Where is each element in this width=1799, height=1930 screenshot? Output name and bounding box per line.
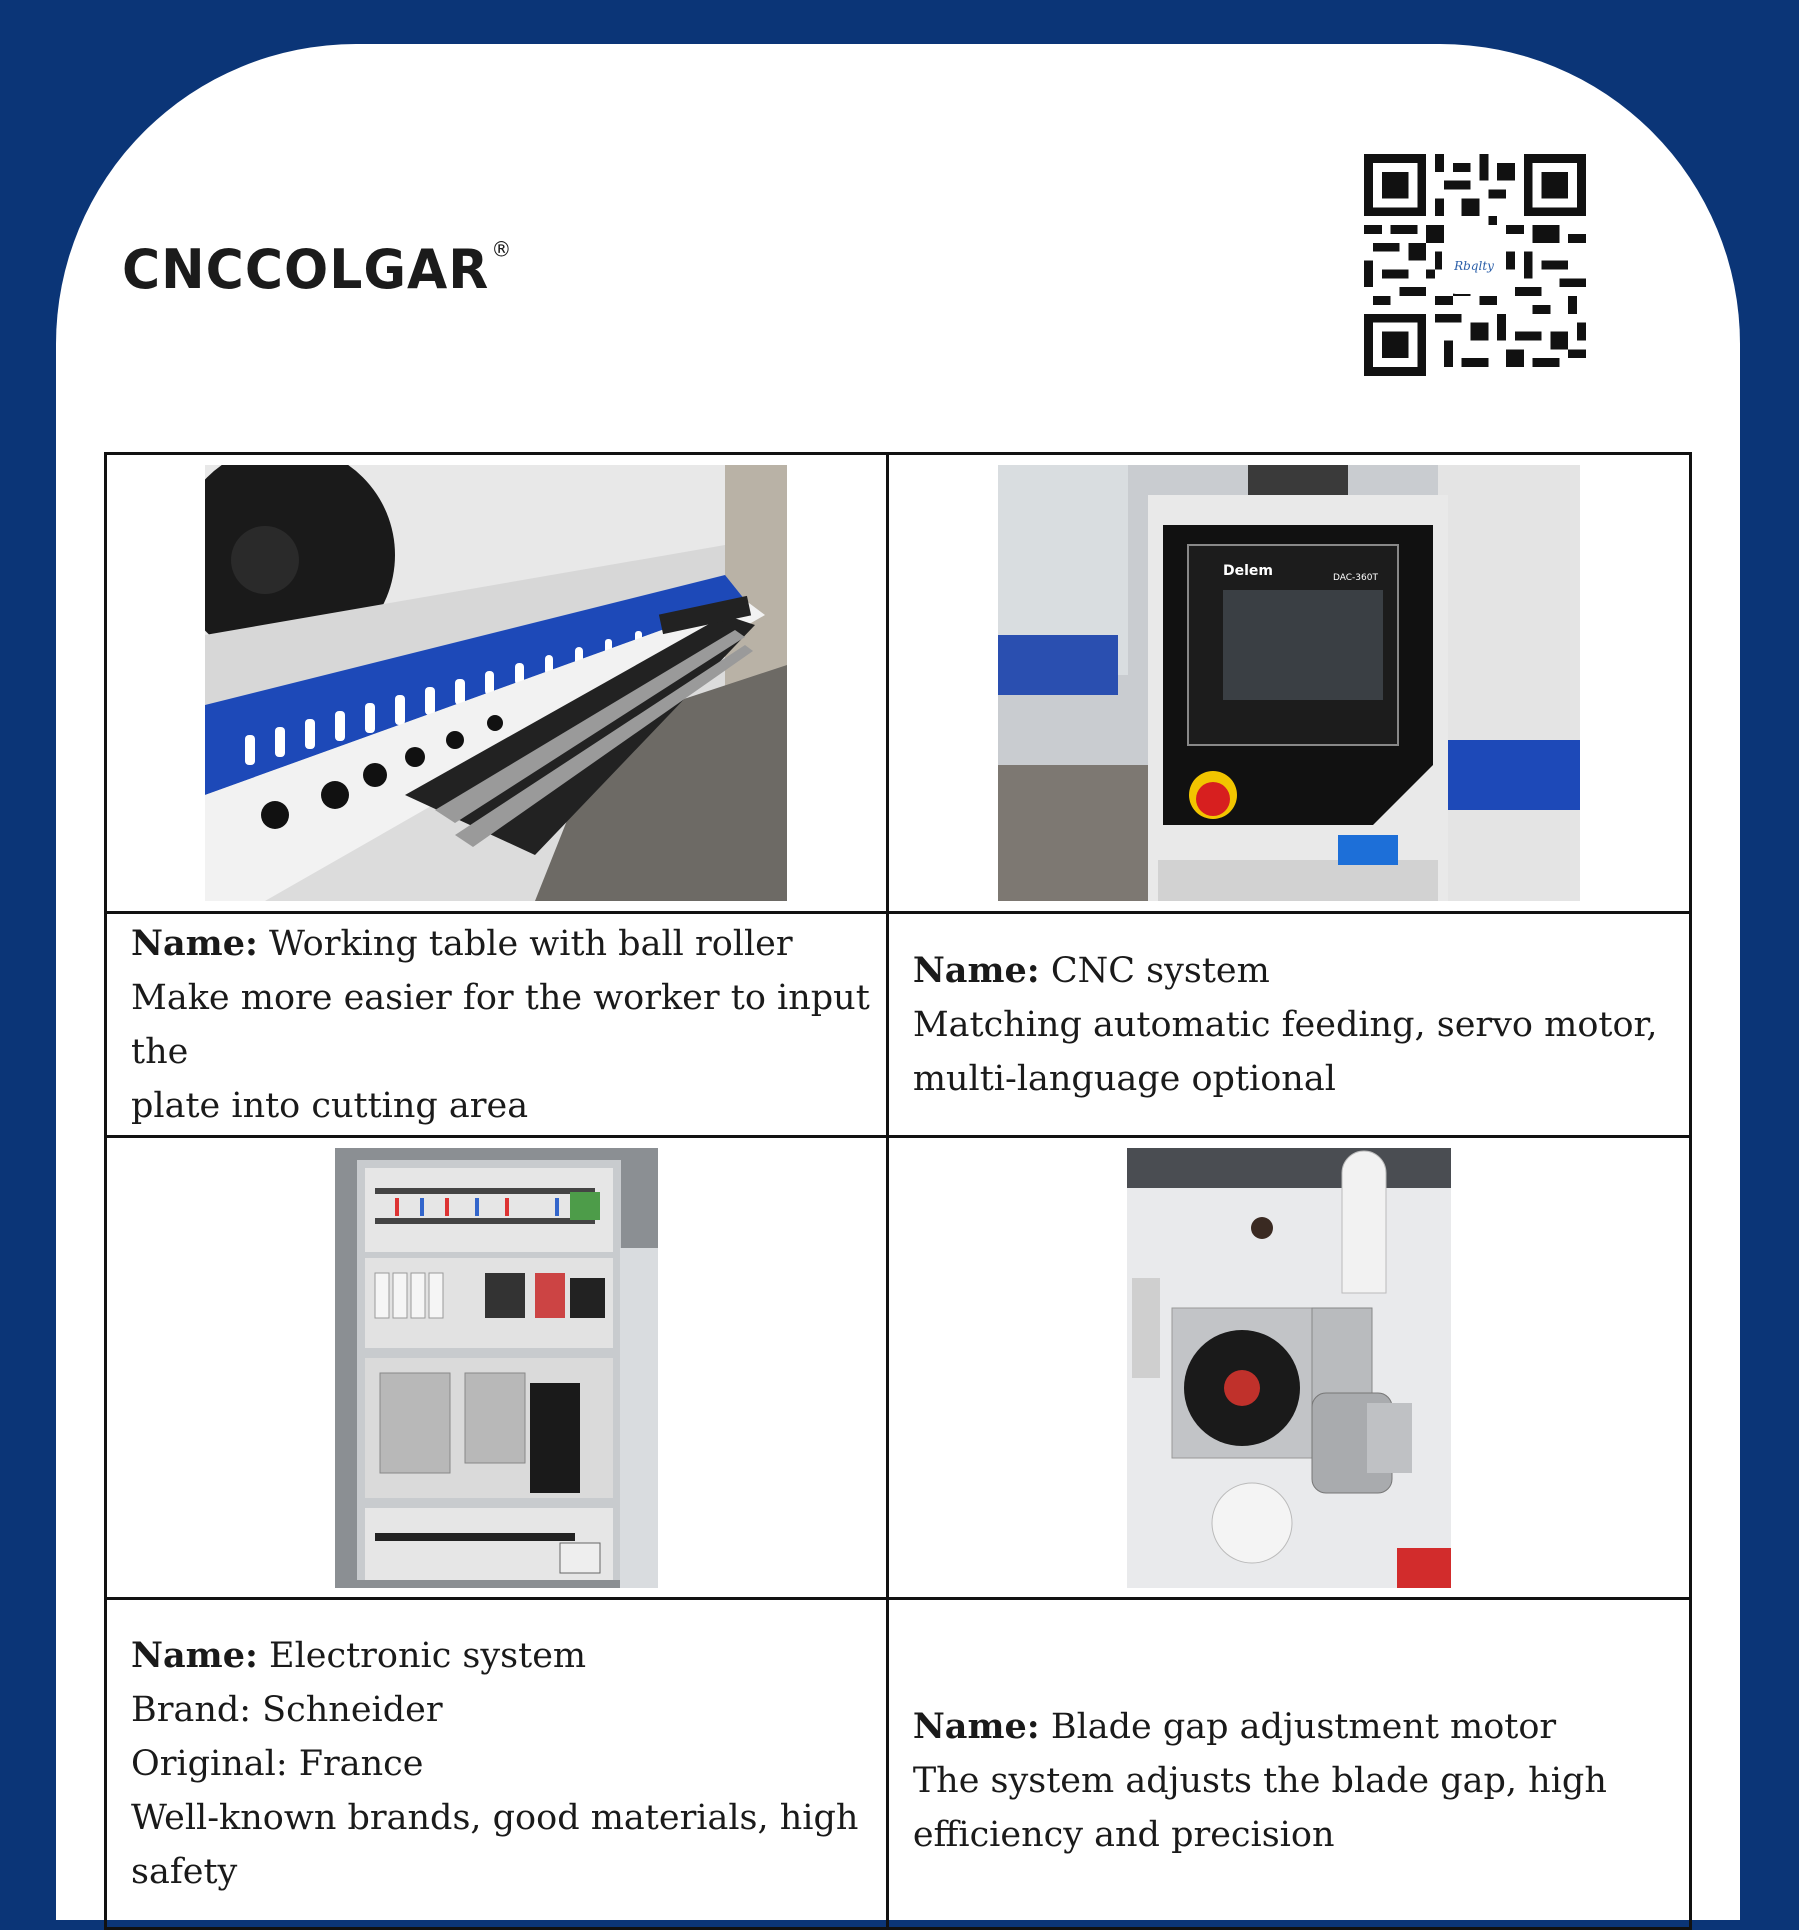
brand-logo: [122, 236, 512, 301]
description-line: multi-language optional: [912, 1058, 1336, 1099]
cnc-system-photo: [998, 465, 1580, 901]
name-label: Name:: [131, 1634, 258, 1676]
qr-badge: [1444, 240, 1504, 292]
svg-text:Delem: Delem: [1222, 563, 1273, 579]
text-row-1: [106, 913, 1691, 1137]
text-cell-blade-gap-motor: [887, 1599, 1690, 1929]
electronic-system-photo: [335, 1148, 658, 1588]
photo-row-1: [106, 454, 1691, 913]
description-line: efficiency and precision: [912, 1815, 1335, 1855]
blade-gap-motor-photo: [1127, 1148, 1451, 1588]
name-label: Name:: [912, 1706, 1040, 1747]
description-line: Brand: Schneider: [131, 1689, 443, 1730]
description-line: plate into cutting area: [131, 1085, 529, 1126]
text-row-2: [106, 1599, 1691, 1929]
photo-cell-blade-gap-motor: [887, 1137, 1690, 1599]
description-line: Original: France: [131, 1743, 424, 1784]
description-line: safety: [131, 1851, 238, 1892]
logo-text: CNCCOLGAR: [122, 238, 490, 302]
text-cell-cnc-system: [887, 913, 1690, 1137]
photo-row-2: [106, 1137, 1691, 1599]
photo-cell-cnc-system: [887, 454, 1690, 913]
description-line: Well-known brands, good materials, high: [131, 1797, 859, 1838]
registered-mark: ®: [491, 236, 513, 262]
item-name: Working table with ball roller: [269, 923, 793, 964]
item-name: Blade gap adjustment motor: [1050, 1707, 1557, 1747]
description-line: Make more easier for the worker to input the: [131, 977, 870, 1072]
text-cell-working-table: [106, 913, 888, 1137]
item-name: Electronic system: [269, 1635, 587, 1676]
text-cell-electronic-system: [106, 1599, 888, 1929]
svg-text:DAC-360T: DAC-360T: [1332, 573, 1378, 583]
name-label: Name:: [912, 949, 1040, 991]
feature-table: [104, 452, 1692, 1930]
qr-badge-text: Rbqlty: [1454, 259, 1494, 273]
description-line: The system adjusts the blade gap, high: [912, 1761, 1607, 1801]
photo-cell-electronic-system: [106, 1137, 888, 1599]
photo-cell-working-table: [106, 454, 888, 913]
item-name: CNC system: [1050, 950, 1270, 991]
description-line: Matching automatic feeding, servo motor,: [912, 1004, 1658, 1045]
working-table-photo: [205, 465, 787, 901]
name-label: Name:: [131, 922, 258, 964]
